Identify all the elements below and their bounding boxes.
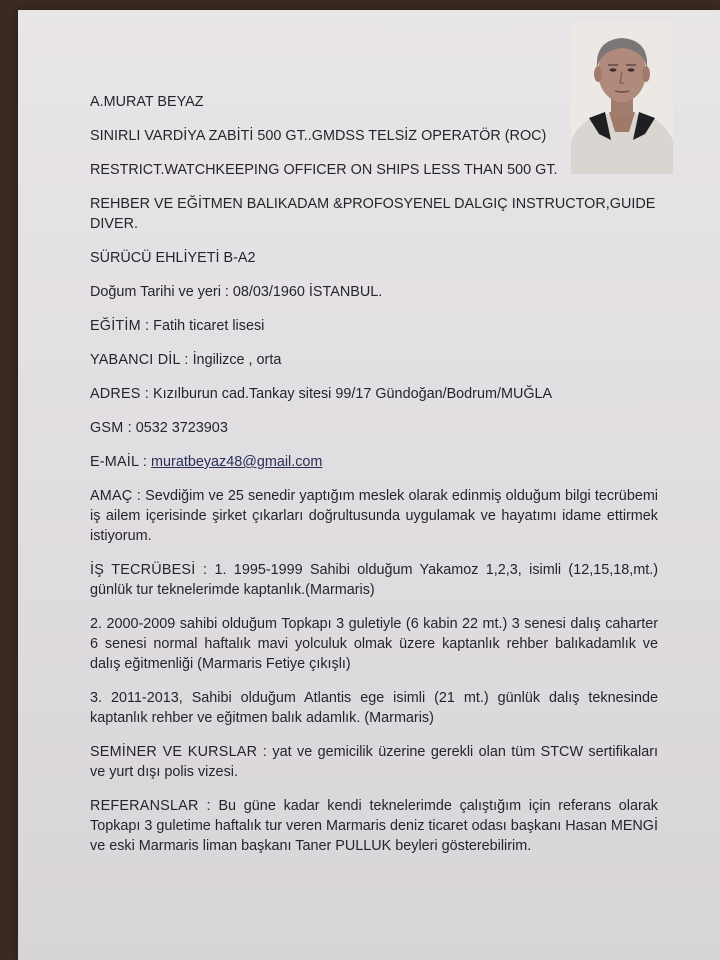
- cv-education: [90, 316, 658, 336]
- address-label: ADRES :: [90, 386, 149, 402]
- experience-label: İŞ TECRÜBESİ :: [90, 562, 208, 578]
- cv-experience-3: 3. 2011-2013, Sahibi olduğum Atlantis ege isimli (21 mt.) günlük dalış teknesinde kaptanlık rehber ve eğitmen balık adamlık. (Marmaris): [90, 690, 658, 726]
- email-link[interactable]: muratbeyaz48@gmail.com: [151, 454, 323, 470]
- cv-birth: Doğum Tarihi ve yeri : 08/03/1960 İSTANBUL.: [90, 284, 383, 300]
- cv-address: [90, 384, 658, 404]
- cv-goal: [90, 486, 658, 546]
- references-label: REFERANSLAR :: [90, 798, 211, 814]
- language-label: YABANCI DİL :: [90, 352, 189, 368]
- cv-license: SÜRÜCÜ EHLİYETİ B-A2: [90, 250, 256, 266]
- cv-references: [90, 796, 658, 856]
- education-value: Fatih ticaret lisesi: [153, 318, 265, 334]
- gsm-value: 0532 3723903: [135, 420, 228, 436]
- cv-instructor: REHBER VE EĞİTMEN BALIKADAM &PROFOSYENEL DALGIÇ INSTRUCTOR,GUIDE DIVER.: [90, 196, 656, 232]
- references-text: Bu güne kadar kendi teknelerimde çalıştığım için referans olarak Topkapı 3 guletime haftalık tur veren Marmaris deniz ticaret odası başkanı Hasan MENGİ ve eski Marmaris liman başkanı Taner PULLUK beyleri gösterebilirim.: [90, 798, 658, 854]
- language-value: İngilizce , orta: [192, 352, 282, 368]
- seminar-text: yat ve gemicilik üzerine gerekli olan tüm STCW sertifikaları ve yurt dışı polis vizesi.: [90, 744, 659, 780]
- seminar-label: SEMİNER VE KURSLAR :: [90, 744, 267, 760]
- education-label: EĞİTİM :: [90, 318, 150, 334]
- cv-seminars: [90, 742, 658, 782]
- email-label: E-MAİL :: [90, 454, 148, 470]
- cv-title-tr: SINIRLI VARDİYA ZABİTİ 500 GT..GMDSS TELSİZ OPERATÖR (ROC): [90, 128, 547, 144]
- cv-name: A.MURAT BEYAZ: [90, 94, 204, 110]
- cv-language: [90, 350, 658, 370]
- cv-title-en: RESTRICT.WATCHKEEPING OFFICER ON SHIPS LESS THAN 500 GT.: [90, 162, 558, 178]
- cv-gsm: [90, 418, 658, 438]
- goal-label: AMAÇ :: [90, 488, 141, 504]
- cv-experience-2: 2. 2000-2009 sahibi olduğum Topkapı 3 guletiyle (6 kabin 22 mt.) 3 senesi dalış caharter 6 senesi normal haftalık mavi yolculuk olmak üzere kaptanlık rehber balıkadamlık ve dalış eğitmenliği (Marmaris Fetiye çıkışlı): [90, 616, 658, 672]
- cv-page: [18, 10, 720, 960]
- gsm-label: GSM :: [90, 420, 132, 436]
- goal-text: Sevdiğim ve 25 senedir yaptığım meslek olarak edinmiş olduğum bilgi tecrübemi iş ailem içerisinde şirket çıkarları doğrultusunda uygulamak ve hayatımı idame ettirmek istiyorum.: [90, 488, 659, 544]
- cv-email: [90, 452, 658, 472]
- cv-content: [90, 92, 658, 870]
- cv-experience-1: [90, 560, 658, 600]
- experience-1-text: 1. 1995-1999 Sahibi olduğum Yakamoz 1,2,3, isimli (12,15,18,mt.) günlük tur teknelerimde kaptanlık.(Marmaris): [90, 562, 658, 598]
- address-value: Kızılburun cad.Tankay sitesi 99/17 Gündoğan/Bodrum/MUĞLA: [152, 386, 553, 402]
